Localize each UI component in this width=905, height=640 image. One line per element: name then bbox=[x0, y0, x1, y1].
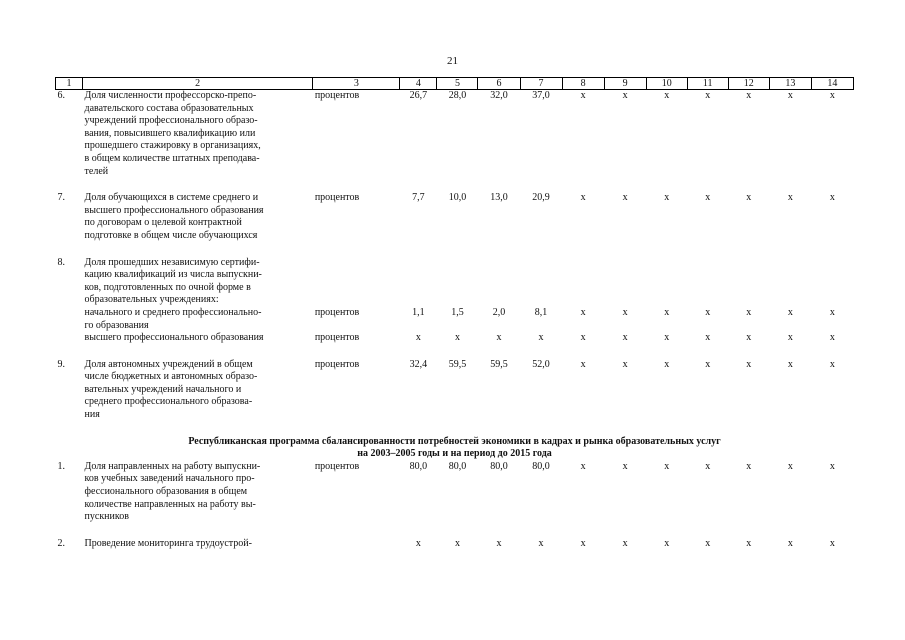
unit-cell bbox=[313, 538, 400, 551]
value-cell: х bbox=[664, 90, 670, 101]
section-title-line: Республиканская программа сбалансированности потребностей экономики в кадрах и рынка образовательных услуг bbox=[188, 435, 721, 447]
row-number: 7. bbox=[57, 192, 65, 204]
column-header: 1 bbox=[56, 78, 83, 90]
indicator-name-line: телей bbox=[84, 165, 109, 177]
value-cell: х bbox=[829, 358, 835, 370]
indicator-name-line: вания, повысившего квалификацию или bbox=[84, 127, 256, 139]
value-cell: 13,0 bbox=[490, 192, 508, 204]
indicator-name bbox=[83, 90, 313, 179]
column-header: 6 bbox=[478, 78, 520, 90]
value-cell: 26,7 bbox=[409, 90, 428, 101]
value-cell: х bbox=[664, 192, 670, 204]
value-cell: 59,5 bbox=[490, 358, 508, 370]
value-cell: х bbox=[454, 537, 460, 549]
value-cell bbox=[400, 257, 437, 307]
value-cell: 2,0 bbox=[492, 306, 506, 318]
row-spacer bbox=[56, 345, 854, 359]
indicator-table bbox=[55, 77, 854, 550]
indicator-name-line: начального и среднего профессионально- bbox=[84, 306, 262, 318]
indicator-name-line: го образования bbox=[84, 319, 149, 331]
value-cell bbox=[520, 257, 562, 307]
indicator-name-line: прошедшего стажировку в организациях, bbox=[84, 140, 261, 152]
value-cell bbox=[562, 257, 604, 307]
value-cell: х bbox=[746, 306, 752, 318]
value-cell: х bbox=[622, 332, 628, 344]
spacer-cell bbox=[56, 422, 854, 436]
column-header: 14 bbox=[811, 78, 853, 90]
value-cell: х bbox=[580, 192, 586, 204]
unit-cell: процентов bbox=[314, 306, 360, 318]
value-cell: х bbox=[664, 537, 670, 549]
indicator-name-line: давательского состава образовательных bbox=[84, 102, 254, 114]
column-header: 9 bbox=[604, 78, 646, 90]
value-cell: х bbox=[829, 90, 835, 101]
unit-cell bbox=[313, 257, 400, 307]
value-cell: 32,0 bbox=[490, 90, 508, 101]
indicator-name-line: Доля направленных на работу выпускни- bbox=[84, 460, 261, 472]
indicator-name bbox=[83, 332, 313, 345]
value-cell: 80,0 bbox=[448, 460, 467, 472]
value-cell: х bbox=[538, 332, 544, 344]
indicator-name bbox=[83, 461, 313, 524]
indicator-name-line: в общем количестве штатных преподава- bbox=[84, 152, 260, 164]
value-cell: х bbox=[705, 537, 711, 549]
value-cell: х bbox=[787, 460, 793, 472]
indicator-name-line: Доля обучающихся в системе среднего и bbox=[84, 192, 259, 204]
indicator-name bbox=[83, 307, 313, 332]
column-header: 5 bbox=[437, 78, 478, 90]
value-cell: х bbox=[415, 537, 421, 549]
indicator-name bbox=[83, 257, 313, 307]
value-cell: х bbox=[787, 358, 793, 370]
value-cell: 80,0 bbox=[409, 460, 428, 472]
indicator-name-line: высшего профессионального образования bbox=[84, 332, 264, 344]
value-cell: 37,0 bbox=[532, 90, 550, 101]
indicator-name-line: вательных учреждений начального и bbox=[84, 383, 242, 395]
row-number bbox=[56, 307, 83, 332]
value-cell: х bbox=[787, 192, 793, 204]
page-number: 21 bbox=[447, 55, 458, 67]
value-cell: х bbox=[705, 90, 711, 101]
value-cell bbox=[604, 257, 646, 307]
value-cell: х bbox=[622, 306, 628, 318]
value-cell: 28,0 bbox=[448, 90, 467, 101]
value-cell: х bbox=[829, 460, 835, 472]
value-cell: х bbox=[746, 332, 752, 344]
indicator-name-line: Доля прошедших независимую сертифи- bbox=[84, 256, 260, 268]
value-cell: х bbox=[787, 306, 793, 318]
value-cell bbox=[687, 257, 728, 307]
spacer-cell bbox=[56, 243, 854, 257]
indicator-name-line: образовательных учреждениях: bbox=[84, 294, 219, 306]
indicator-name-line: подготовке в общем числе обучающихся bbox=[84, 229, 258, 241]
column-header: 4 bbox=[400, 78, 437, 90]
column-header: 7 bbox=[520, 78, 562, 90]
value-cell: 10,0 bbox=[448, 192, 467, 204]
section-title bbox=[56, 436, 854, 461]
value-cell: х bbox=[787, 537, 793, 549]
value-cell: 20,9 bbox=[532, 192, 550, 204]
table-row bbox=[56, 359, 854, 422]
table-row bbox=[56, 192, 854, 242]
indicator-name-line: по договорам о целевой контрактной bbox=[84, 217, 242, 229]
value-cell: 1,1 bbox=[412, 306, 425, 318]
value-cell: х bbox=[580, 332, 586, 344]
indicator-name-line: ния bbox=[84, 409, 100, 421]
spacer-cell bbox=[56, 524, 854, 538]
value-cell bbox=[437, 257, 478, 307]
value-cell: х bbox=[622, 537, 628, 549]
indicator-name-line: Проведение мониторинга трудоустрой- bbox=[84, 537, 252, 549]
indicator-name-line: Доля автономных учреждений в общем bbox=[84, 358, 253, 370]
column-header: 11 bbox=[687, 78, 728, 90]
indicator-name-line: числе бюджетных и автономных образо- bbox=[84, 371, 258, 383]
row-number bbox=[56, 332, 83, 345]
value-cell: х bbox=[622, 358, 628, 370]
value-cell: х bbox=[538, 537, 544, 549]
row-number: 6. bbox=[57, 90, 65, 101]
column-header: 10 bbox=[646, 78, 687, 90]
value-cell: х bbox=[415, 332, 421, 344]
value-cell: х bbox=[705, 306, 711, 318]
value-cell: х bbox=[622, 460, 628, 472]
value-cell: х bbox=[746, 192, 752, 204]
table-row bbox=[56, 90, 854, 179]
value-cell: х bbox=[622, 192, 628, 204]
column-header: 8 bbox=[562, 78, 604, 90]
table-row bbox=[56, 307, 854, 332]
value-cell: 59,5 bbox=[448, 358, 467, 370]
value-cell bbox=[728, 257, 769, 307]
value-cell: х bbox=[746, 358, 752, 370]
indicator-name-line: фессионального образования в общем bbox=[84, 486, 248, 498]
value-cell bbox=[769, 257, 811, 307]
value-cell: 80,0 bbox=[490, 460, 508, 472]
value-cell: х bbox=[496, 537, 502, 549]
row-number: 8. bbox=[57, 256, 65, 268]
value-cell: х bbox=[829, 306, 835, 318]
unit-cell: процентов bbox=[314, 90, 360, 101]
value-cell: х bbox=[580, 90, 586, 101]
indicator-name-line: ков учебных заведений начального про- bbox=[84, 473, 255, 485]
value-cell: х bbox=[829, 332, 835, 344]
table-row bbox=[56, 461, 854, 524]
value-cell: х bbox=[787, 90, 793, 101]
value-cell: х bbox=[580, 537, 586, 549]
value-cell: х bbox=[746, 460, 752, 472]
row-spacer bbox=[56, 178, 854, 192]
value-cell: 52,0 bbox=[532, 358, 550, 370]
indicator-name-line: количестве направленных на работу вы- bbox=[84, 498, 256, 510]
table-row bbox=[56, 257, 854, 307]
indicator-name bbox=[83, 359, 313, 422]
value-cell: х bbox=[705, 192, 711, 204]
value-cell bbox=[478, 257, 520, 307]
value-cell bbox=[811, 257, 853, 307]
column-header: 2 bbox=[83, 78, 313, 90]
value-cell: х bbox=[496, 332, 502, 344]
indicator-name-line: учреждений профессионального образо- bbox=[84, 115, 258, 127]
column-header: 13 bbox=[769, 78, 811, 90]
unit-cell: процентов bbox=[314, 332, 360, 344]
indicator-name-line: Доля численности профессорско-препо- bbox=[84, 90, 257, 101]
value-cell: х bbox=[705, 460, 711, 472]
unit-cell: процентов bbox=[314, 358, 360, 370]
column-header: 3 bbox=[313, 78, 400, 90]
indicator-name-line: кацию квалификаций из числа выпускни- bbox=[84, 269, 262, 281]
row-number: 1. bbox=[57, 460, 65, 472]
value-cell: 1,5 bbox=[451, 306, 464, 318]
value-cell: 8,1 bbox=[534, 306, 548, 318]
value-cell: 7,7 bbox=[412, 192, 425, 204]
value-cell: х bbox=[787, 332, 793, 344]
indicator-name-line: среднего профессионального образова- bbox=[84, 396, 253, 408]
column-header: 12 bbox=[728, 78, 769, 90]
indicator-name-line: ков, подготовленных по очной форме в bbox=[84, 281, 251, 293]
value-cell: х bbox=[664, 358, 670, 370]
header-row bbox=[56, 78, 854, 90]
value-cell: х bbox=[746, 537, 752, 549]
table-row bbox=[56, 538, 854, 551]
section-title-row bbox=[56, 436, 854, 461]
table-row bbox=[56, 332, 854, 345]
value-cell: х bbox=[580, 460, 586, 472]
value-cell bbox=[646, 257, 687, 307]
section-title-line: на 2003–2005 годы и на период до 2015 года bbox=[357, 448, 552, 460]
row-spacer bbox=[56, 524, 854, 538]
value-cell: х bbox=[705, 332, 711, 344]
row-number: 9. bbox=[57, 358, 65, 370]
value-cell: х bbox=[664, 332, 670, 344]
value-cell: х bbox=[580, 358, 586, 370]
indicator-name bbox=[83, 192, 313, 242]
value-cell: х bbox=[746, 90, 752, 101]
value-cell: х bbox=[829, 192, 835, 204]
value-cell: х bbox=[664, 460, 670, 472]
value-cell: х bbox=[580, 306, 586, 318]
row-spacer bbox=[56, 243, 854, 257]
indicator-name-line: высшего профессионального образования bbox=[84, 204, 264, 216]
row-number: 2. bbox=[57, 537, 65, 549]
value-cell: 32,4 bbox=[409, 358, 428, 370]
spacer-cell bbox=[56, 345, 854, 359]
unit-cell: процентов bbox=[314, 460, 360, 472]
indicator-name-line: пускников bbox=[84, 511, 129, 523]
value-cell: х bbox=[454, 332, 460, 344]
value-cell: 80,0 bbox=[532, 460, 550, 472]
value-cell: х bbox=[829, 537, 835, 549]
value-cell: х bbox=[705, 358, 711, 370]
row-spacer bbox=[56, 422, 854, 436]
unit-cell: процентов bbox=[314, 192, 360, 204]
value-cell: х bbox=[664, 306, 670, 318]
value-cell: х bbox=[622, 90, 628, 101]
indicator-name bbox=[83, 538, 313, 551]
spacer-cell bbox=[56, 178, 854, 192]
